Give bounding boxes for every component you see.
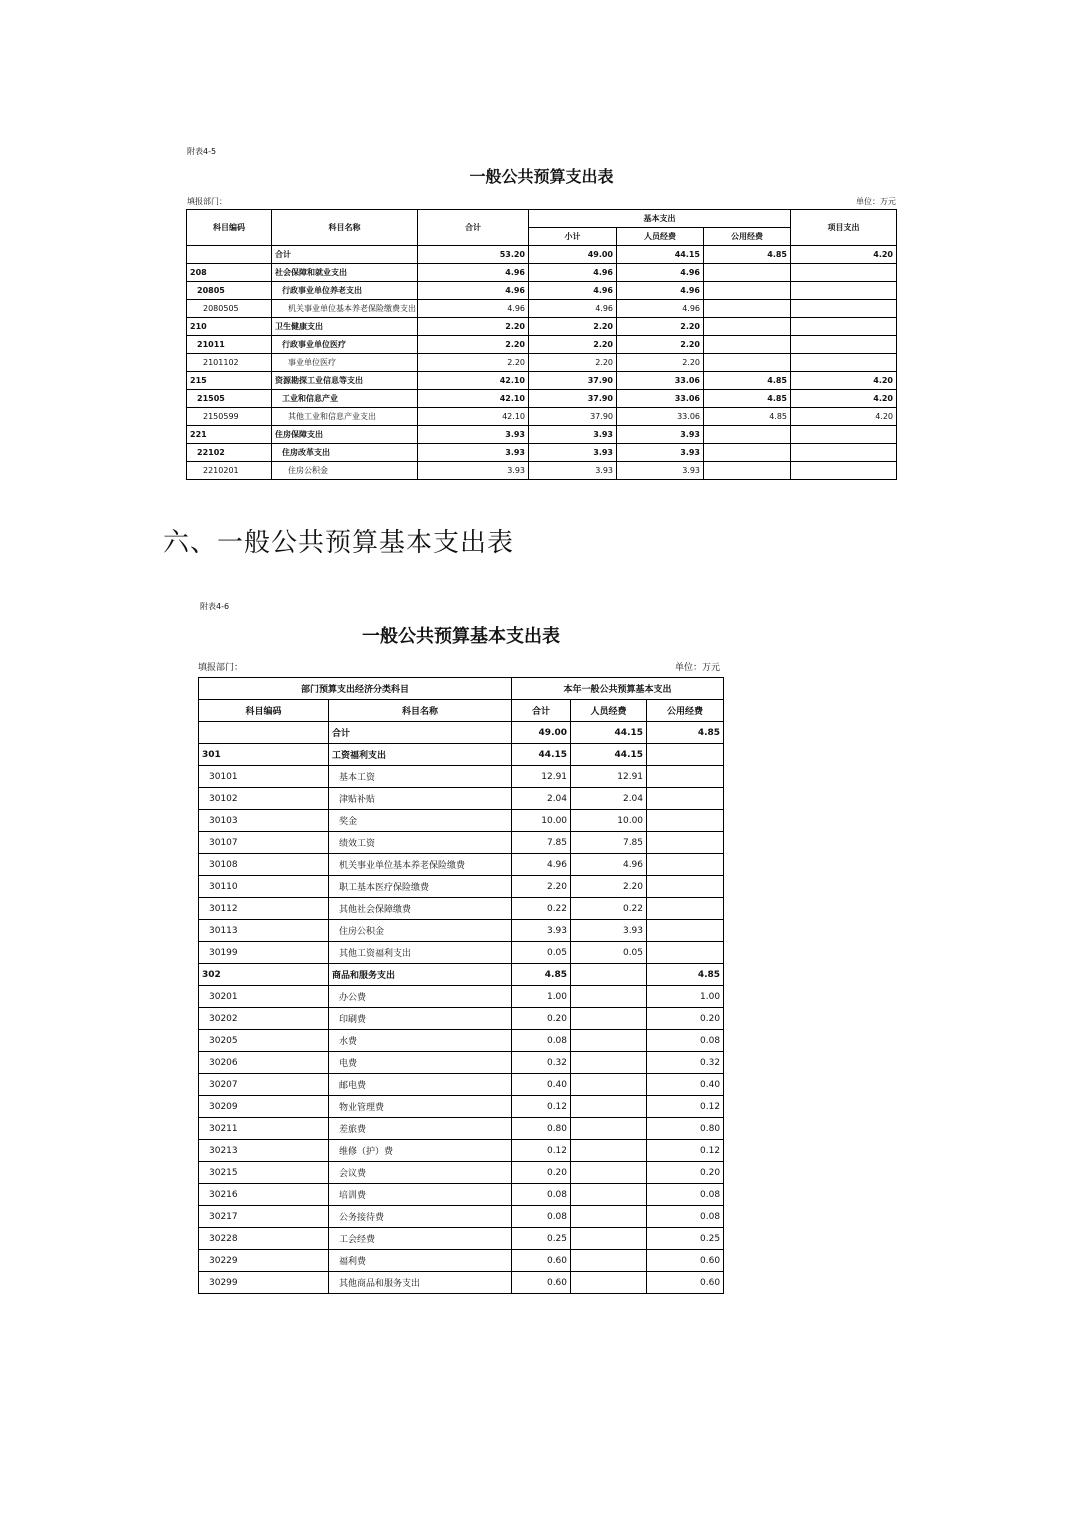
row-project [791, 264, 897, 282]
row-name: 资源勘探工业信息等支出 [272, 372, 418, 390]
row-code: 30102 [199, 788, 329, 810]
row-personnel: 4.96 [617, 282, 704, 300]
row-name: 机关事业单位基本养老保险缴费 [329, 854, 512, 876]
row-code: 30113 [199, 920, 329, 942]
row-total: 4.96 [418, 300, 529, 318]
row-public: 0.20 [647, 1008, 724, 1030]
row-total: 44.15 [512, 744, 571, 766]
table-row [187, 354, 897, 372]
row-personnel: 2.20 [617, 318, 704, 336]
row-public [647, 766, 724, 788]
row-total: 0.08 [512, 1030, 571, 1052]
row-name: 办公费 [329, 986, 512, 1008]
row-personnel: 3.93 [617, 444, 704, 462]
row-total: 10.00 [512, 810, 571, 832]
row-personnel: 44.15 [571, 744, 647, 766]
row-name: 住房改革支出 [272, 444, 418, 462]
row-public [704, 336, 791, 354]
row-public [704, 426, 791, 444]
row-name: 奖金 [329, 810, 512, 832]
t2-head-group-right: 本年一般公共预算基本支出 [512, 678, 724, 700]
row-personnel: 2.20 [571, 876, 647, 898]
row-subtotal: 49.00 [529, 246, 617, 264]
row-personnel: 44.15 [571, 722, 647, 744]
row-personnel [571, 1162, 647, 1184]
table-row [187, 300, 897, 318]
table-row [199, 744, 724, 766]
row-total: 2.20 [418, 354, 529, 372]
row-name: 其他商品和服务支出 [329, 1272, 512, 1294]
row-project [791, 300, 897, 318]
row-code: 30101 [199, 766, 329, 788]
row-subtotal: 3.93 [529, 462, 617, 480]
row-name: 津贴补贴 [329, 788, 512, 810]
table-row [199, 1184, 724, 1206]
row-name: 卫生健康支出 [272, 318, 418, 336]
row-total: 49.00 [512, 722, 571, 744]
table2-tag: 附表4-6 [200, 602, 230, 611]
row-total: 0.32 [512, 1052, 571, 1074]
row-code: 30207 [199, 1074, 329, 1096]
row-personnel: 33.06 [617, 408, 704, 426]
row-public [647, 854, 724, 876]
row-public: 4.85 [704, 408, 791, 426]
row-code: 210 [187, 318, 272, 336]
table2-title: 一般公共预算基本支出表 [362, 626, 560, 647]
row-total: 3.93 [418, 426, 529, 444]
row-code: 22102 [187, 444, 272, 462]
row-subtotal: 37.90 [529, 390, 617, 408]
t2-head-total: 合计 [512, 700, 571, 722]
row-personnel: 12.91 [571, 766, 647, 788]
row-name: 工业和信息产业 [272, 390, 418, 408]
row-public: 4.85 [704, 372, 791, 390]
table-row [187, 390, 897, 408]
table-row [199, 876, 724, 898]
row-public [647, 876, 724, 898]
row-project [791, 462, 897, 480]
table-row [187, 282, 897, 300]
t1-head-basic: 基本支出 [529, 210, 791, 228]
row-project [791, 318, 897, 336]
table-row [199, 1272, 724, 1294]
row-public [647, 744, 724, 766]
table-row [199, 942, 724, 964]
row-name: 事业单位医疗 [272, 354, 418, 372]
row-public [704, 300, 791, 318]
row-project [791, 354, 897, 372]
row-name: 住房公积金 [329, 920, 512, 942]
row-personnel: 33.06 [617, 372, 704, 390]
row-public [647, 898, 724, 920]
row-code: 30216 [199, 1184, 329, 1206]
t1-head-code: 科目编码 [187, 210, 272, 246]
row-name: 印刷费 [329, 1008, 512, 1030]
row-name: 会议费 [329, 1162, 512, 1184]
section-heading: 六、一般公共预算基本支出表 [163, 528, 515, 558]
row-public: 0.08 [647, 1206, 724, 1228]
row-public: 0.25 [647, 1228, 724, 1250]
row-code: 30213 [199, 1140, 329, 1162]
row-personnel: 3.93 [571, 920, 647, 942]
row-code: 30201 [199, 986, 329, 1008]
table2 [198, 677, 724, 1294]
row-total: 0.20 [512, 1162, 571, 1184]
row-subtotal: 4.96 [529, 300, 617, 318]
row-code: 215 [187, 372, 272, 390]
table-row [187, 318, 897, 336]
row-total: 0.25 [512, 1228, 571, 1250]
row-personnel [571, 1008, 647, 1030]
row-total: 42.10 [418, 408, 529, 426]
row-code [187, 246, 272, 264]
row-code: 30108 [199, 854, 329, 876]
row-public [647, 832, 724, 854]
row-code: 221 [187, 426, 272, 444]
table1-dept-label: 填报部门： [187, 197, 227, 206]
row-public: 4.85 [647, 722, 724, 744]
table-row [199, 1052, 724, 1074]
row-personnel: 0.22 [571, 898, 647, 920]
row-name: 住房保障支出 [272, 426, 418, 444]
row-public: 4.85 [647, 964, 724, 986]
row-personnel [571, 964, 647, 986]
row-code: 2101102 [187, 354, 272, 372]
row-code: 2210201 [187, 462, 272, 480]
row-code: 30229 [199, 1250, 329, 1272]
row-name: 合计 [272, 246, 418, 264]
row-personnel [571, 1140, 647, 1162]
row-personnel: 33.06 [617, 390, 704, 408]
table-row [199, 766, 724, 788]
row-code: 2150599 [187, 408, 272, 426]
table-row [199, 920, 724, 942]
table-row [199, 1162, 724, 1184]
row-project: 4.20 [791, 246, 897, 264]
table-row [187, 246, 897, 264]
row-code: 302 [199, 964, 329, 986]
row-personnel: 7.85 [571, 832, 647, 854]
t1-head-total: 合计 [418, 210, 529, 246]
t2-head-personnel: 人员经费 [571, 700, 647, 722]
table-row [199, 898, 724, 920]
row-name: 社会保障和就业支出 [272, 264, 418, 282]
row-subtotal: 3.93 [529, 444, 617, 462]
table1-title: 一般公共预算支出表 [469, 167, 614, 186]
row-public: 0.60 [647, 1272, 724, 1294]
row-name: 其他工业和信息产业支出 [272, 408, 418, 426]
row-code: 21505 [187, 390, 272, 408]
row-personnel [571, 1096, 647, 1118]
table-row [199, 1118, 724, 1140]
table-row [187, 444, 897, 462]
row-total: 53.20 [418, 246, 529, 264]
row-code: 30217 [199, 1206, 329, 1228]
table2-dept-label: 填报部门： [198, 663, 244, 673]
row-public: 0.40 [647, 1074, 724, 1096]
row-public [704, 354, 791, 372]
row-total: 0.80 [512, 1118, 571, 1140]
row-total: 4.85 [512, 964, 571, 986]
row-total: 0.12 [512, 1096, 571, 1118]
row-total: 0.60 [512, 1250, 571, 1272]
row-code: 30202 [199, 1008, 329, 1030]
table-row [187, 462, 897, 480]
row-public: 4.85 [704, 246, 791, 264]
row-subtotal: 2.20 [529, 354, 617, 372]
row-name: 合计 [329, 722, 512, 744]
row-total: 3.93 [418, 462, 529, 480]
row-total: 2.20 [418, 318, 529, 336]
table-row [199, 788, 724, 810]
t2-head-name: 科目名称 [329, 700, 512, 722]
row-public [704, 264, 791, 282]
row-total: 12.91 [512, 766, 571, 788]
row-name: 工资福利支出 [329, 744, 512, 766]
row-total: 2.04 [512, 788, 571, 810]
row-name: 绩效工资 [329, 832, 512, 854]
row-name: 行政事业单位养老支出 [272, 282, 418, 300]
row-total: 4.96 [418, 264, 529, 282]
table1-tag: 附表4-5 [187, 147, 217, 156]
row-name: 其他工资福利支出 [329, 942, 512, 964]
row-public [647, 942, 724, 964]
table2-unit-label: 单位：万元 [674, 663, 720, 673]
row-public: 0.12 [647, 1140, 724, 1162]
table-row [199, 1008, 724, 1030]
row-personnel: 3.93 [617, 462, 704, 480]
row-project: 4.20 [791, 390, 897, 408]
row-personnel: 4.96 [571, 854, 647, 876]
row-subtotal: 4.96 [529, 282, 617, 300]
row-name: 工会经费 [329, 1228, 512, 1250]
row-personnel [571, 1052, 647, 1074]
row-name: 住房公积金 [272, 462, 418, 480]
row-total: 0.08 [512, 1206, 571, 1228]
t2-head-code: 科目编码 [199, 700, 329, 722]
row-total: 4.96 [512, 854, 571, 876]
row-code: 30107 [199, 832, 329, 854]
row-personnel: 4.96 [617, 264, 704, 282]
row-name: 公务接待费 [329, 1206, 512, 1228]
table-row [187, 372, 897, 390]
row-code: 30209 [199, 1096, 329, 1118]
t1-head-personnel: 人员经费 [617, 228, 704, 246]
table1-unit-label: 单位：万元 [856, 197, 896, 206]
table-row [187, 408, 897, 426]
row-code: 2080505 [187, 300, 272, 318]
row-project: 4.20 [791, 408, 897, 426]
row-name: 机关事业单位基本养老保险缴费支出 [272, 300, 418, 318]
row-name: 行政事业单位医疗 [272, 336, 418, 354]
t1-head-public: 公用经费 [704, 228, 791, 246]
table-row [187, 426, 897, 444]
t1-head-name: 科目名称 [272, 210, 418, 246]
table-row [199, 722, 724, 744]
row-code: 30299 [199, 1272, 329, 1294]
t1-head-subtotal: 小计 [529, 228, 617, 246]
row-code: 208 [187, 264, 272, 282]
row-total: 7.85 [512, 832, 571, 854]
row-total: 0.22 [512, 898, 571, 920]
row-public [704, 444, 791, 462]
row-name: 培训费 [329, 1184, 512, 1206]
row-name: 邮电费 [329, 1074, 512, 1096]
row-name: 维修（护）费 [329, 1140, 512, 1162]
table-row [199, 810, 724, 832]
table-row [199, 832, 724, 854]
row-personnel [571, 1228, 647, 1250]
row-total: 2.20 [418, 336, 529, 354]
row-project [791, 444, 897, 462]
table-row [199, 986, 724, 1008]
row-personnel: 3.93 [617, 426, 704, 444]
row-code: 30205 [199, 1030, 329, 1052]
row-subtotal: 2.20 [529, 318, 617, 336]
row-public: 0.60 [647, 1250, 724, 1272]
row-total: 0.12 [512, 1140, 571, 1162]
row-personnel: 0.05 [571, 942, 647, 964]
table-row [199, 854, 724, 876]
row-subtotal: 3.93 [529, 426, 617, 444]
table-row [199, 964, 724, 986]
row-code: 30215 [199, 1162, 329, 1184]
row-personnel [571, 1118, 647, 1140]
row-subtotal: 37.90 [529, 372, 617, 390]
row-name: 差旅费 [329, 1118, 512, 1140]
table-row [199, 1250, 724, 1272]
row-personnel [571, 1250, 647, 1272]
row-total: 2.20 [512, 876, 571, 898]
row-public: 0.12 [647, 1096, 724, 1118]
row-project [791, 282, 897, 300]
row-public: 0.08 [647, 1184, 724, 1206]
row-total: 0.60 [512, 1272, 571, 1294]
row-subtotal: 2.20 [529, 336, 617, 354]
row-project: 4.20 [791, 372, 897, 390]
row-code: 21011 [187, 336, 272, 354]
row-public [704, 282, 791, 300]
row-personnel: 2.20 [617, 336, 704, 354]
t2-head-group-left: 部门预算支出经济分类科目 [199, 678, 512, 700]
row-code: 30228 [199, 1228, 329, 1250]
row-name: 电费 [329, 1052, 512, 1074]
row-subtotal: 37.90 [529, 408, 617, 426]
row-total: 0.40 [512, 1074, 571, 1096]
row-code: 30206 [199, 1052, 329, 1074]
row-code: 20805 [187, 282, 272, 300]
row-code: 30199 [199, 942, 329, 964]
row-total: 0.20 [512, 1008, 571, 1030]
row-total: 0.08 [512, 1184, 571, 1206]
row-public [647, 810, 724, 832]
row-public: 0.20 [647, 1162, 724, 1184]
row-public: 0.32 [647, 1052, 724, 1074]
row-code: 30211 [199, 1118, 329, 1140]
table-row [199, 1140, 724, 1162]
row-name: 物业管理费 [329, 1096, 512, 1118]
row-personnel [571, 1074, 647, 1096]
row-personnel: 2.04 [571, 788, 647, 810]
row-total: 0.05 [512, 942, 571, 964]
row-total: 42.10 [418, 372, 529, 390]
row-total: 4.96 [418, 282, 529, 300]
row-public [704, 462, 791, 480]
row-public [704, 318, 791, 336]
row-code: 30103 [199, 810, 329, 832]
table1 [186, 209, 897, 480]
row-public: 0.80 [647, 1118, 724, 1140]
table-row [199, 1096, 724, 1118]
row-personnel [571, 1184, 647, 1206]
row-total: 3.93 [512, 920, 571, 942]
row-code [199, 722, 329, 744]
row-code: 301 [199, 744, 329, 766]
table-row [187, 264, 897, 282]
row-subtotal: 4.96 [529, 264, 617, 282]
row-public: 1.00 [647, 986, 724, 1008]
row-project [791, 426, 897, 444]
row-name: 水费 [329, 1030, 512, 1052]
row-public [647, 920, 724, 942]
row-name: 基本工资 [329, 766, 512, 788]
row-personnel [571, 986, 647, 1008]
row-project [791, 336, 897, 354]
t1-head-project: 项目支出 [791, 210, 897, 246]
row-public [647, 788, 724, 810]
row-public: 0.08 [647, 1030, 724, 1052]
row-personnel: 44.15 [617, 246, 704, 264]
row-name: 商品和服务支出 [329, 964, 512, 986]
row-personnel [571, 1272, 647, 1294]
table-row [199, 1228, 724, 1250]
row-personnel [571, 1030, 647, 1052]
table-row [199, 1030, 724, 1052]
table-row [187, 336, 897, 354]
row-code: 30110 [199, 876, 329, 898]
row-personnel: 10.00 [571, 810, 647, 832]
row-public: 4.85 [704, 390, 791, 408]
row-personnel: 4.96 [617, 300, 704, 318]
row-code: 30112 [199, 898, 329, 920]
table-row [199, 1206, 724, 1228]
row-total: 3.93 [418, 444, 529, 462]
table-row [199, 1074, 724, 1096]
row-personnel [571, 1206, 647, 1228]
row-total: 42.10 [418, 390, 529, 408]
row-name: 福利费 [329, 1250, 512, 1272]
row-personnel: 2.20 [617, 354, 704, 372]
row-name: 职工基本医疗保险缴费 [329, 876, 512, 898]
row-name: 其他社会保障缴费 [329, 898, 512, 920]
t2-head-public: 公用经费 [647, 700, 724, 722]
row-total: 1.00 [512, 986, 571, 1008]
